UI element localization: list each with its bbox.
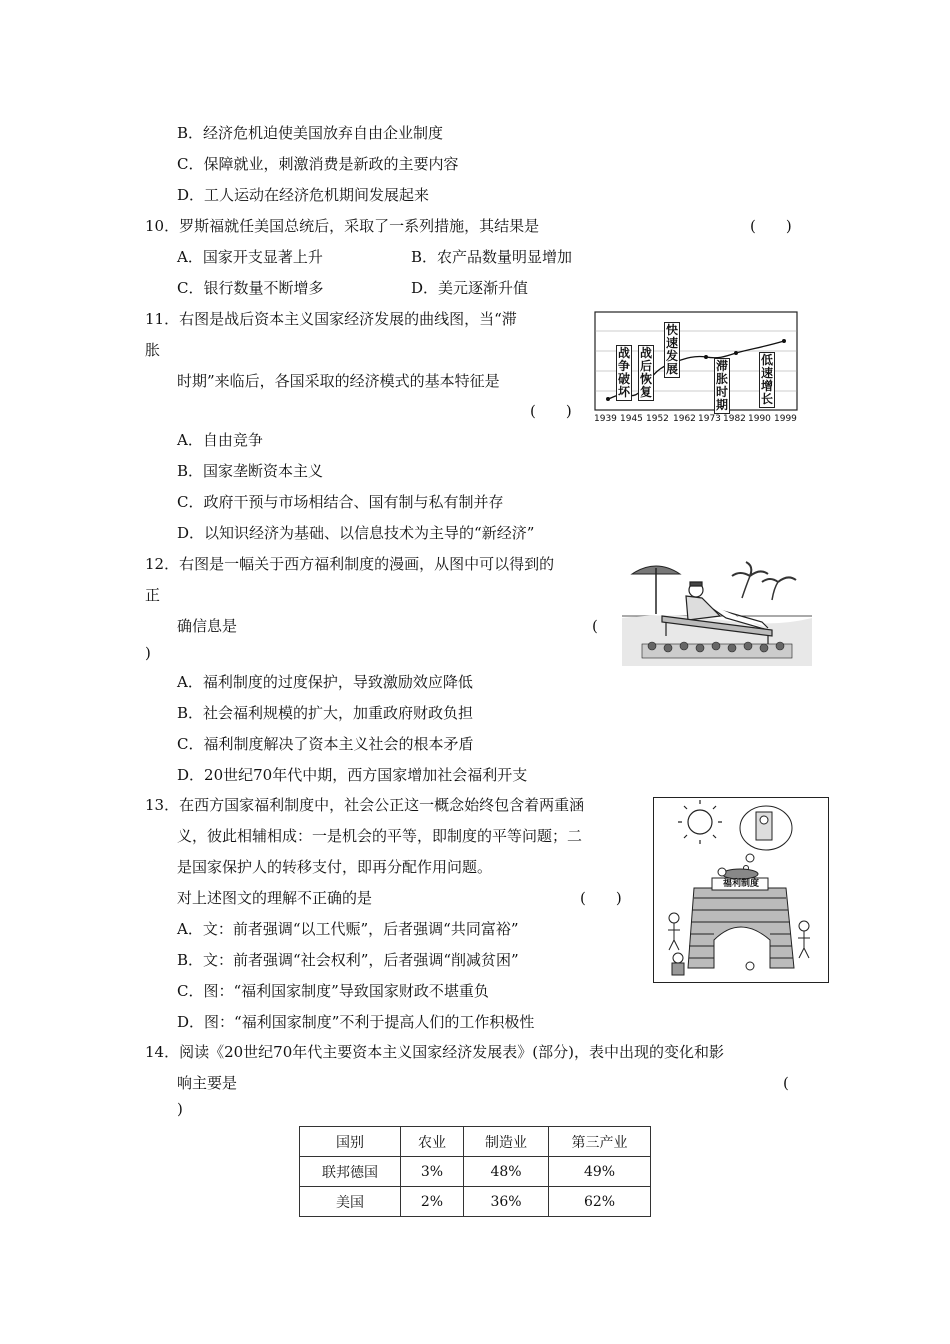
q12-stem-line3: 确信息是 bbox=[177, 617, 238, 635]
economy-structure-table bbox=[299, 1126, 651, 1217]
table-cell: 48% bbox=[464, 1157, 549, 1187]
welfare-beach-cartoon bbox=[622, 556, 812, 666]
q13-stem-line4: 对上述图文的理解不正确的是 bbox=[177, 889, 373, 907]
q11-stem-line1: 11．右图是战后资本主义国家经济发展的曲线图，当“滞 bbox=[145, 310, 517, 328]
welfare-arch-cartoon bbox=[653, 797, 829, 983]
year-tick: 1982 bbox=[723, 414, 746, 424]
sleeping-man-icon bbox=[718, 868, 758, 879]
q13-answer-paren: ( ) bbox=[580, 889, 622, 907]
q12-option-c: C．福利制度解决了资本主义社会的根本矛盾 bbox=[177, 735, 474, 753]
year-tick: 1990 bbox=[748, 414, 771, 424]
q11-option-c: C．政府干预与市场相结合、国有制与私有制并存 bbox=[177, 493, 504, 511]
q14-stem-line2: 响主要是 bbox=[177, 1074, 238, 1092]
year-tick: 1962 bbox=[673, 414, 696, 424]
q11-option-b: B．国家垄断资本主义 bbox=[177, 462, 324, 480]
q13-stem-line3: 是国家保护人的转移支付，即再分配作用问题。 bbox=[177, 858, 493, 876]
year-tick: 1939 bbox=[594, 414, 617, 424]
q14-stem-line1: 14．阅读《20世纪70年代主要资本主义国家经济发展表》(部分)，表中出现的变化和影 bbox=[145, 1043, 724, 1061]
q9-option-d: D．工人运动在经济危机期间发展起来 bbox=[177, 186, 430, 204]
table-header-cell: 制造业 bbox=[464, 1127, 549, 1157]
table-header-cell: 国别 bbox=[300, 1127, 401, 1157]
q13-stem-line1: 13．在西方国家福利制度中，社会公正这一概念始终包含着两重涵 bbox=[145, 796, 585, 814]
table-header-cell: 第三产业 bbox=[549, 1127, 651, 1157]
sun-icon bbox=[678, 800, 722, 844]
q11-answer-paren: ( ) bbox=[530, 402, 572, 420]
q13-option-b: B．文：前者强调“社会权利”，后者强调“削减贫困” bbox=[177, 951, 519, 969]
welfare-arch-cartoon-svg bbox=[654, 798, 828, 982]
table-header-cell: 农业 bbox=[401, 1127, 464, 1157]
brick-arch-icon bbox=[688, 878, 794, 968]
year-tick: 1952 bbox=[646, 414, 669, 424]
q12-option-b: B．社会福利规模的扩大，加重政府财政负担 bbox=[177, 704, 474, 722]
q12-option-d: D．20世纪70年代中期，西方国家增加社会福利开支 bbox=[177, 766, 528, 784]
q13-option-a: A．文：前者强调“以工代赈”，后者强调“共同富裕” bbox=[177, 920, 519, 938]
table-cell: 62% bbox=[549, 1187, 651, 1217]
stage-label-recovery: 战后恢复 bbox=[639, 346, 652, 399]
q9-option-c: C．保障就业，刺激消费是新政的主要内容 bbox=[177, 155, 459, 173]
table-row bbox=[300, 1157, 651, 1187]
table-header-row bbox=[300, 1127, 651, 1157]
q10-option-d: D．美元逐渐升值 bbox=[411, 279, 529, 297]
q12-stem-line1: 12．右图是一幅关于西方福利制度的漫画，从图中可以得到的 bbox=[145, 555, 555, 573]
q12-option-a: A．福利制度的过度保护，导致激励效应降低 bbox=[177, 673, 473, 691]
q11-stem-line3: 时期”来临后，各国采取的经济模式的基本特征是 bbox=[177, 372, 500, 390]
q12-paren-open: ( bbox=[592, 617, 598, 635]
q9-option-b: B．经济危机迫使美国放弃自由企业制度 bbox=[177, 124, 444, 142]
q10-option-b: B．农产品数量明显增加 bbox=[411, 248, 573, 266]
q13-stem-line2: 义，彼此相辅相成：一是机会的平等，即制度的平等问题；二 bbox=[177, 827, 583, 845]
q11-stem-line2: 胀 bbox=[145, 341, 161, 359]
q10-stem: 10．罗斯福就任美国总统后，采取了一系列措施，其结果是 bbox=[145, 217, 540, 235]
q14-paren-close: ) bbox=[177, 1100, 183, 1118]
year-tick: 1999 bbox=[774, 414, 797, 424]
stage-label-rapid: 快速发展 bbox=[665, 323, 678, 376]
q11-option-a: A．自由竞争 bbox=[177, 431, 263, 449]
table-row bbox=[300, 1187, 651, 1217]
year-tick: 1973 bbox=[698, 414, 721, 424]
table-cell: 3% bbox=[401, 1157, 464, 1187]
welfare-system-sign: 福利制度 bbox=[722, 879, 759, 889]
q13-option-d: D．图：“福利国家制度”不利于提高人们的工作积极性 bbox=[177, 1013, 535, 1031]
table-cell: 2% bbox=[401, 1187, 464, 1217]
q10-answer-paren: ( ) bbox=[750, 217, 792, 235]
q12-paren-close: ) bbox=[145, 644, 151, 662]
economic-curve-figure bbox=[594, 311, 802, 427]
q11-option-d: D．以知识经济为基础、以信息技术为主导的“新经济” bbox=[177, 524, 535, 542]
stage-label-low-growth: 低速增长 bbox=[760, 353, 773, 406]
thought-bubble-icon bbox=[740, 806, 792, 871]
table-cell: 49% bbox=[549, 1157, 651, 1187]
q13-option-c: C．图：“福利国家制度”导致国家财政不堪重负 bbox=[177, 982, 489, 1000]
growth-curve bbox=[608, 341, 784, 399]
q14-paren-open: ( bbox=[783, 1074, 789, 1092]
stage-label-war: 战争破坏 bbox=[617, 346, 630, 399]
year-tick: 1945 bbox=[620, 414, 643, 424]
table-cell: 美国 bbox=[300, 1187, 401, 1217]
table-cell: 36% bbox=[464, 1187, 549, 1217]
q12-stem-line2: 正 bbox=[145, 586, 161, 604]
table-cell: 联邦德国 bbox=[300, 1157, 401, 1187]
stage-label-stagflation: 滞胀时期 bbox=[715, 359, 728, 412]
crowd-of-workers-icon bbox=[642, 642, 792, 658]
q10-option-c: C．银行数量不断增多 bbox=[177, 279, 324, 297]
q10-option-a: A．国家开支显著上升 bbox=[177, 248, 323, 266]
